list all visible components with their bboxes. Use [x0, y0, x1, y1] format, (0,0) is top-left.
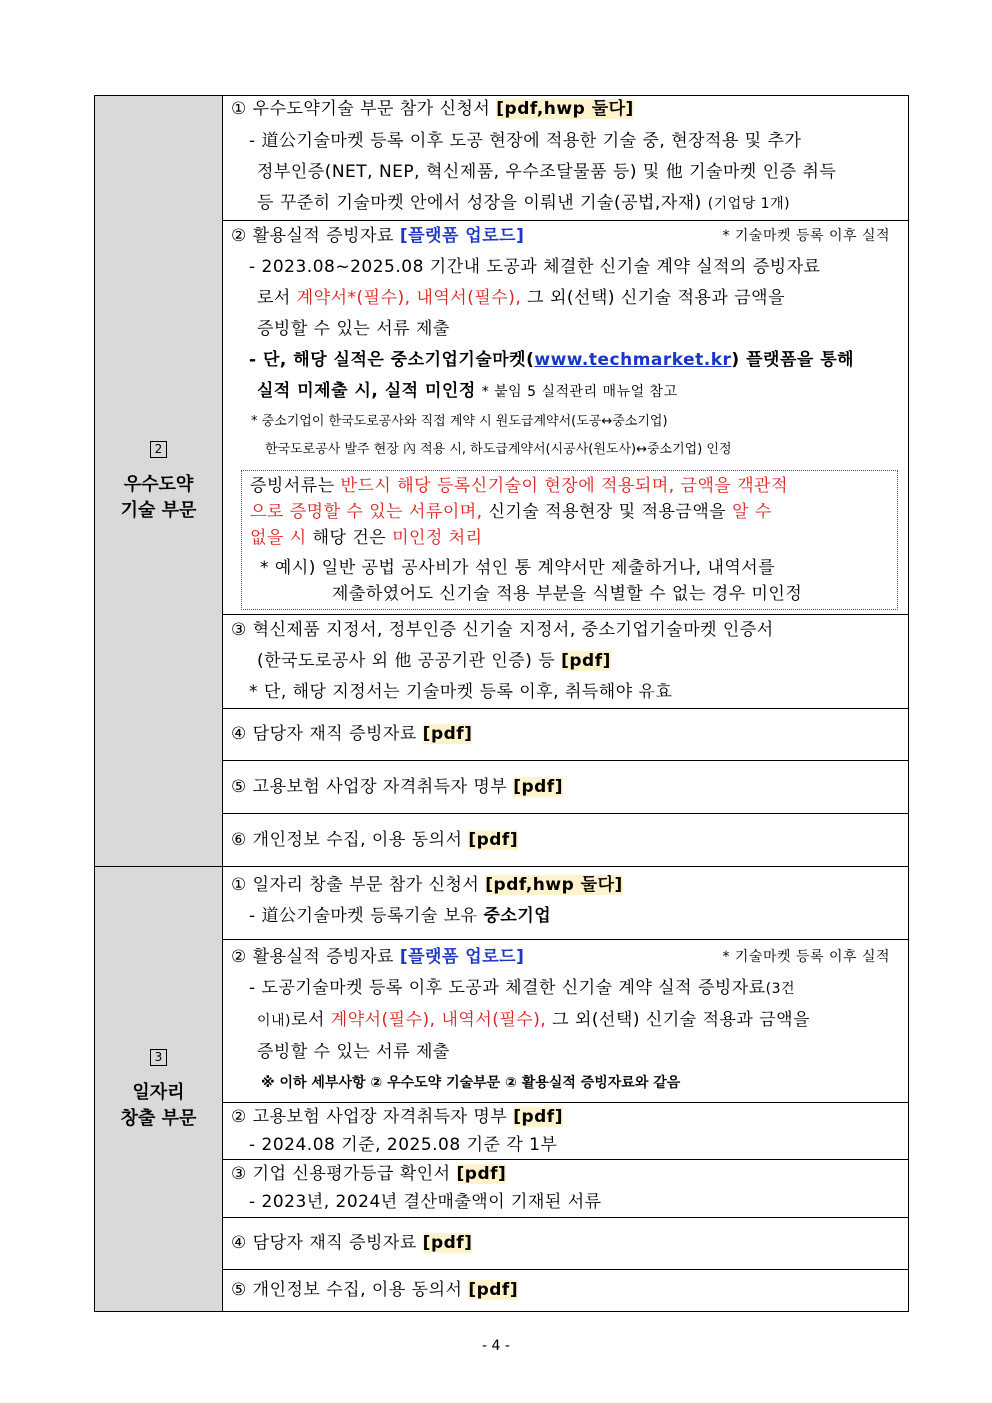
- format-tag: [pdf]: [422, 1233, 473, 1253]
- format-tag: [pdf]: [561, 651, 611, 671]
- format-tag: [pdf,hwp 둘다]: [485, 875, 623, 895]
- item-privacy-consent: ⑥ 개인정보 수집, 이용 동의서 [pdf]: [223, 814, 909, 867]
- item-title: ③ 기업 신용평가등급 확인서 [pdf]: [231, 1164, 507, 1184]
- section-label-line1: 일자리: [132, 1082, 185, 1103]
- item-title: ② 활용실적 증빙자료 [플랫폼 업로드] * 기술마켓 등록 이후 실적: [231, 942, 898, 973]
- format-tag: [pdf]: [456, 1164, 507, 1184]
- format-tag: [플랫폼 업로드]: [399, 947, 525, 967]
- item-credit-rating: [223, 1160, 909, 1218]
- item-application-form: [223, 96, 909, 221]
- section-number-box: 2: [150, 441, 167, 458]
- section-number-box: 3: [150, 1049, 167, 1066]
- item-usage-evidence: [223, 940, 909, 1103]
- item-employment-proof: ④ 담당자 재직 증빙자료 [pdf]: [223, 1218, 909, 1270]
- detail-line: - 道公기술마켓 등록기술 보유 중소기업: [249, 906, 552, 926]
- format-tag: [pdf]: [468, 1280, 519, 1300]
- section-2-header: [95, 96, 223, 867]
- detail-line: 등 꾸준히 기술마켓 안에서 성장을 이뤄낸 기술(공법,자재) (기업당 1개): [257, 193, 791, 213]
- format-tag: [pdf]: [468, 829, 519, 850]
- item-title: ② 활용실적 증빙자료 [플랫폼 업로드] * 기술마켓 등록 이후 실적: [231, 221, 898, 252]
- format-tag: [pdf]: [513, 1107, 563, 1127]
- requirements-table: [94, 95, 909, 1312]
- item-certificates: [223, 615, 909, 709]
- page-number: - 4 -: [482, 1338, 510, 1354]
- detail-line: (한국도로공사 외 他 공공기관 인증) 등 [pdf]: [257, 651, 611, 671]
- format-tag: [pdf,hwp 둘다]: [496, 99, 634, 119]
- item-title: ③ 혁신제품 지정서, 정부인증 신기술 지정서, 중소기업기술마켓 인증서: [231, 620, 774, 640]
- format-tag: [플랫폼 업로드]: [399, 226, 525, 246]
- detail-line: 이내)로서 계약서(필수), 내역서(필수), 그 외(선택) 신기술 적용과 금액을: [257, 1010, 811, 1030]
- detail-line: - 道公기술마켓 등록 이후 도공 현장에 적용한 기술 중, 현장적용 및 추가: [249, 131, 802, 151]
- note-line: 한국도로공사 발주 현장 內 적용 시, 하도급계약서(시공사(원도사)↔중소기업) 인정: [265, 442, 732, 457]
- warning-box: 증빙서류는 반드시 해당 등록신기술이 현장에 적용되며, 금액을 객관적 으로 증명할 수 있는 서류이며, 신기술 적용현장 및 적용금액을 알 수 없을 시 해당 건은 미인정 처리 * 예시) 일반 공법 공사비가 섞인 통 계약서만 제출하거나, 내역서를 제출하였어도 신기술 적용 부분을 식별할 수 없는 경우 미인정: [241, 470, 898, 610]
- section-2-row-1: [95, 96, 909, 221]
- detail-line: 실적 미제출 시, 실적 미인정 * 붙임 5 실적관리 매뉴얼 참고: [257, 381, 678, 401]
- detail-line: 증빙할 수 있는 서류 제출: [257, 319, 450, 339]
- detail-line: 증빙할 수 있는 서류 제출: [257, 1042, 450, 1062]
- item-title: ② 고용보험 사업장 자격취득자 명부 [pdf]: [231, 1107, 563, 1127]
- detail-line: 정부인증(NET, NEP, 혁신제품, 우수조달물품 등) 및 他 기술마켓 인증 취득: [257, 162, 837, 182]
- right-note: * 기술마켓 등록 이후 실적: [722, 949, 890, 965]
- item-employment-proof: ④ 담당자 재직 증빙자료 [pdf]: [223, 709, 909, 761]
- detail-line: - 단, 해당 실적은 중소기업기술마켓(www.techmarket.kr) 플랫폼을 통해: [249, 350, 855, 370]
- section-3-row-1: [95, 867, 909, 940]
- right-note: * 기술마켓 등록 이후 실적: [722, 228, 890, 244]
- detail-line: - 2024.08 기준, 2025.08 기준 각 1부: [249, 1135, 558, 1155]
- item-insurance-roster: ⑤ 고용보험 사업장 자격취득자 명부 [pdf]: [223, 761, 909, 814]
- detail-line: - 2023.08~2025.08 기간내 도공과 체결한 신기술 계약 실적의 증빙자료: [249, 257, 821, 277]
- item-title: ① 일자리 창출 부문 참가 신청서 [pdf,hwp 둘다]: [231, 875, 623, 895]
- section-label-line2: 창출 부문: [120, 1108, 197, 1129]
- format-tag: [pdf]: [513, 776, 563, 797]
- section-label-line1: 우수도약: [123, 474, 194, 495]
- note-line: * 단, 해당 지정서는 기술마켓 등록 이후, 취득해야 유효: [249, 682, 673, 702]
- note-line: * 중소기업이 한국도로공사와 직접 계약 시 원도급계약서(도공↔중소기업): [251, 414, 668, 429]
- detail-line: - 2023년, 2024년 결산매출액이 기재된 서류: [249, 1192, 602, 1212]
- techmarket-link[interactable]: www.techmarket.kr: [534, 350, 732, 370]
- item-title: ① 우수도약기술 부문 참가 신청서 [pdf,hwp 둘다]: [231, 99, 634, 119]
- section-3-header: [95, 867, 223, 1312]
- format-tag: [pdf]: [422, 724, 473, 744]
- item-usage-evidence: [223, 221, 909, 615]
- section-label-line2: 기술 부문: [120, 500, 197, 521]
- note-line: ※ 이하 세부사항 ② 우수도약 기술부문 ② 활용실적 증빙자료와 같음: [261, 1075, 681, 1091]
- item-insurance-roster: [223, 1103, 909, 1160]
- item-privacy-consent: ⑤ 개인정보 수집, 이용 동의서 [pdf]: [223, 1270, 909, 1312]
- detail-line: - 도공기술마켓 등록 이후 도공과 체결한 신기술 계약 실적 증빙자료(3건: [249, 978, 796, 998]
- detail-line: 로서 계약서*(필수), 내역서(필수), 그 외(선택) 신기술 적용과 금액을: [257, 288, 786, 308]
- item-application-form: [223, 867, 909, 940]
